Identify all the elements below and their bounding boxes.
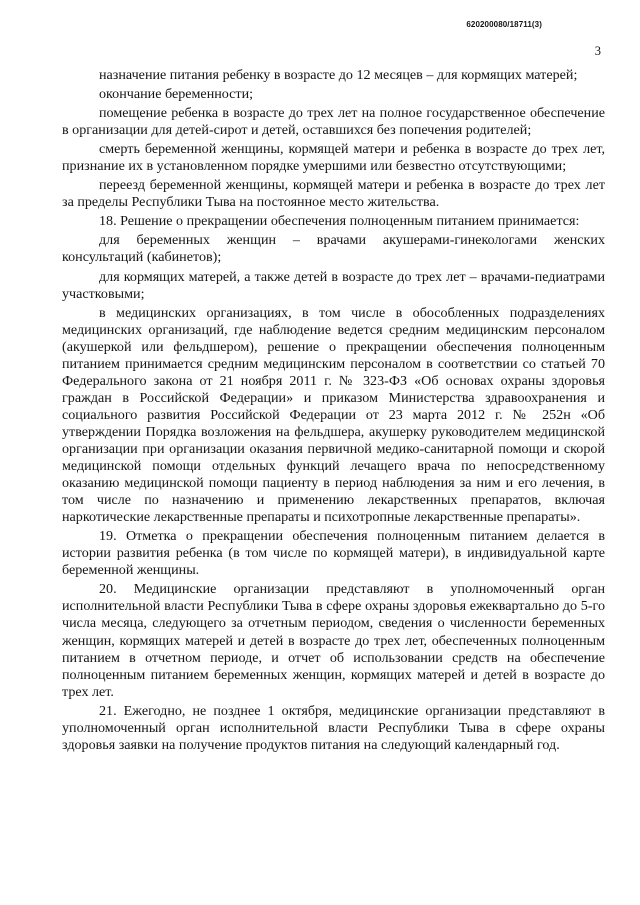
paragraph: 20. Медицинские организации представляют в уполномоченный орган исполнительной власти Республики Тыва в сфере охраны здоровья ежеквартально до 5-го числа месяца, следующего за отчетным периодом, сведения о численности беременных женщин, кормящих матерей и детей в возрасте до трех лет, обеспеченных полноценным питанием в отчетном периоде, и отчет об использовании средств на обеспечение полноценным питанием беременных женщин, кормящих матерей и детей в возрасте до трех лет.: [62, 581, 605, 700]
paragraph: для кормящих матерей, а также детей в возрасте до трех лет – врачами-педиатрами участковыми;: [62, 268, 605, 302]
paragraph: смерть беременной женщины, кормящей матери и ребенка в возрасте до трех лет, признание их в установленном порядке умершими или безвестно отсутствующими;: [62, 141, 605, 175]
page-number: 3: [594, 44, 601, 58]
paragraph: 19. Отметка о прекращении обеспечения полноценным питанием делается в истории развития ребенка (в том числе по кормящей матери), в индивидуальной карте беременной женщины.: [62, 528, 605, 579]
paragraph: 18. Решение о прекращении обеспечения полноценным питанием принимается:: [99, 213, 580, 230]
document-id: 620200080/18711(3): [466, 20, 542, 29]
paragraph: 21. Ежегодно, не позднее 1 октября, медицинские организации представляют в уполномоченный орган исполнительной власти Республики Тыва в сфере охраны здоровья заявки на получение продуктов питания на следующий календарный год.: [62, 702, 605, 753]
document-body: [62, 67, 605, 756]
paragraph: окончание беременности;: [99, 86, 254, 103]
paragraph: в медицинских организациях, в том числе в обособленных подразделениях медицинских организаций, где наблюдение ведется средним медицинским персоналом (акушеркой или фельдшером), решение о прекращении обеспечения полноценным питанием принимается средним медицинским персоналом в соответствии со статьей 70 Федерального закона от 21 ноября 2011 г. № 323-ФЗ «Об основах охраны здоровья граждан в Российской Федерации» и приказом Министерства здравоохранения и социального развития Российской Федерации от 23 марта 2012 г. № 252н «Об утверждении Порядка возложения на фельдшера, акушерку руководителем медицинской организации при организации оказания первичной медико-санитарной помощи и скорой медицинской помощи отдельных функций лечащего врача по непосредственному оказанию медицинской помощи пациенту в период наблюдения за ним и его лечения, в том числе по назначению и применению лекарственных препаратов, включая наркотические лекарственные препараты и психотропные лекарственные препараты».: [62, 304, 605, 526]
paragraph: переезд беременной женщины, кормящей матери и ребенка в возрасте до трех лет за пределы Республики Тыва на постоянное место жительства.: [62, 177, 605, 211]
paragraph: назначение питания ребенку в возрасте до 12 месяцев – для кормящих матерей;: [99, 67, 578, 83]
paragraph: помещение ребенка в возрасте до трех лет на полное государственное обеспечение в организации для детей-сирот и детей, оставшихся без попечения родителей;: [62, 105, 605, 139]
paragraph: для беременных женщин – врачами акушерами-гинекологами женских консультаций (кабинетов);: [62, 232, 605, 266]
